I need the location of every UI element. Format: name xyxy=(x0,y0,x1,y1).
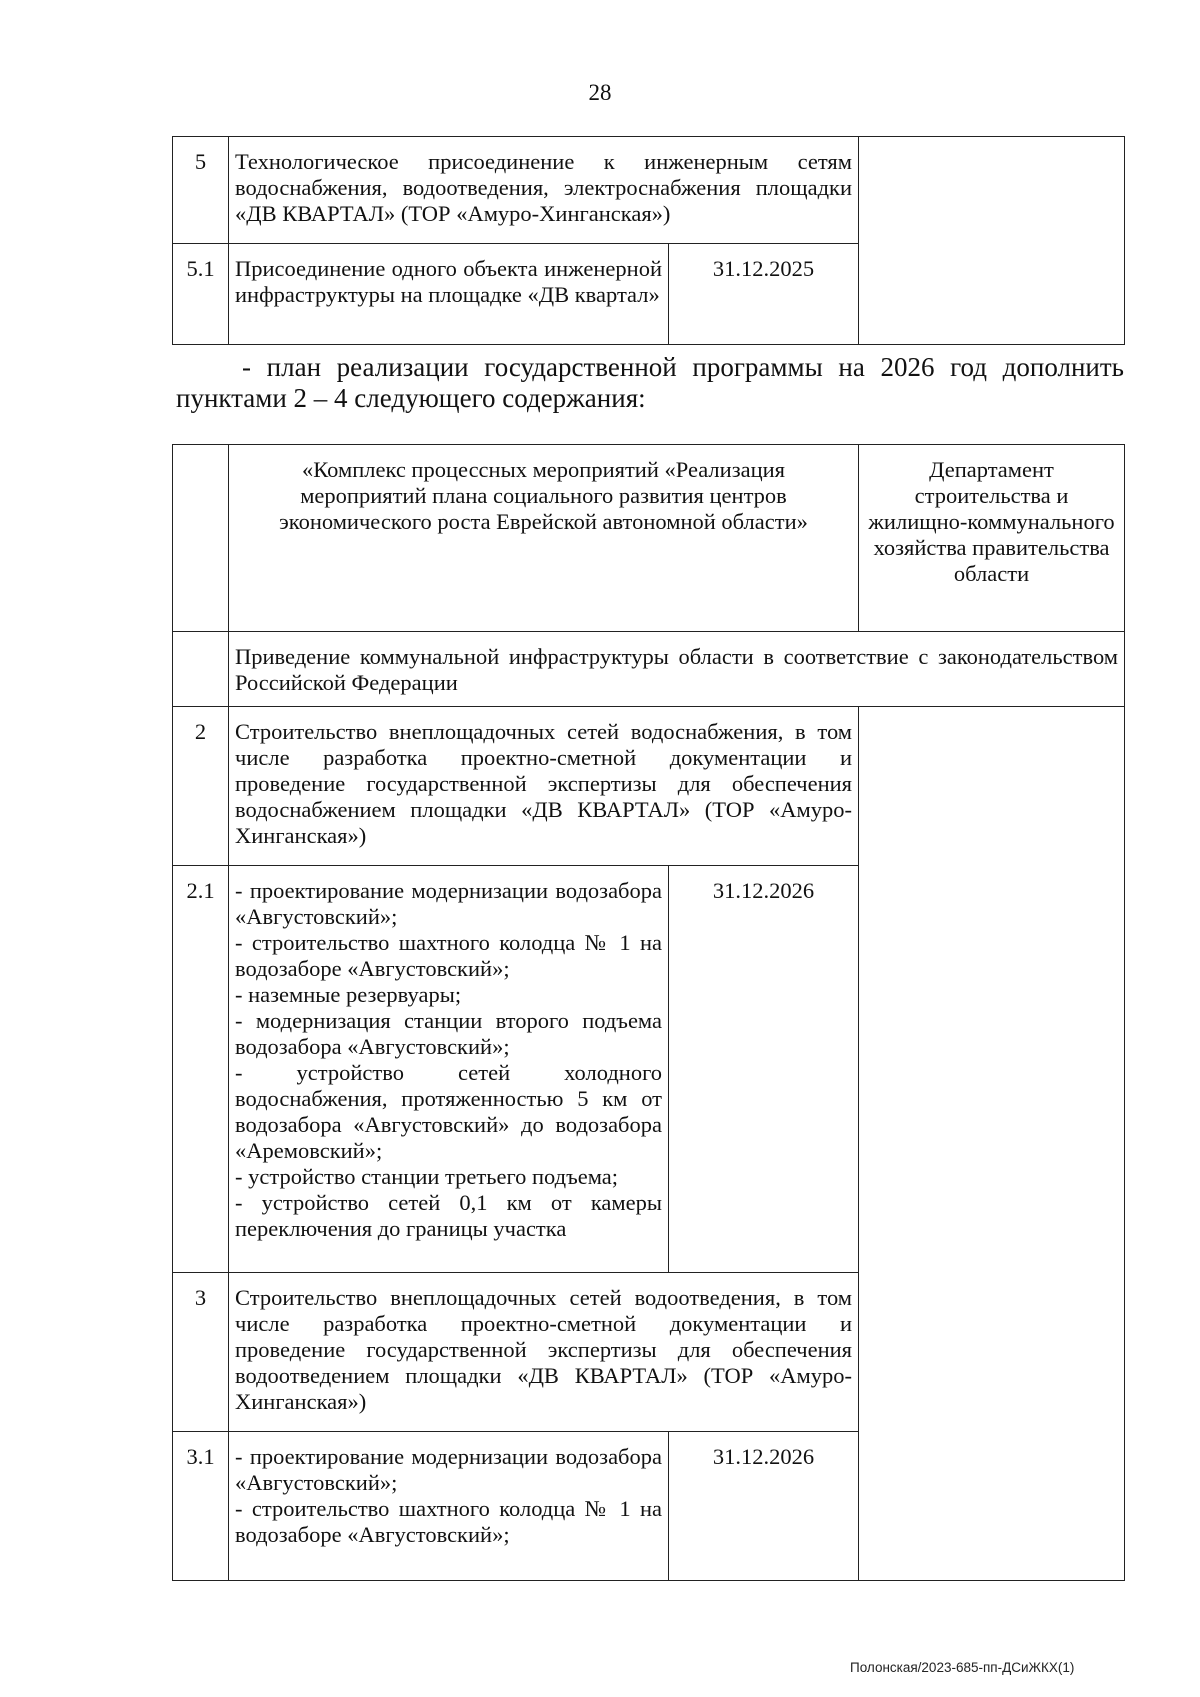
row-text: Присоединение одного объекта инженерной инфраструктуры на площадке «ДВ квартал» xyxy=(229,244,669,345)
complex-title: «Комплекс процессных мероприятий «Реализация мероприятий плана социального развития центров экономического роста Еврейской автономной области» xyxy=(229,445,859,632)
table-header-row xyxy=(173,445,1125,632)
row-date: 31.12.2026 xyxy=(669,1432,859,1581)
row-date: 31.12.2025 xyxy=(669,244,859,345)
row-text: Технологическое присоединение к инженерным сетям водоснабжения, водоотведения, электроснабжения площадки «ДВ КВАРТАЛ» (ТОР «Амуро-Хинганская») xyxy=(229,137,859,244)
empty-cell xyxy=(173,445,229,632)
list-item: - строительство шахтного колодца № 1 на водозаборе «Августовский»; xyxy=(235,930,662,981)
row-items xyxy=(229,1432,669,1581)
list-item: - проектирование модернизации водозабора «Августовский»; xyxy=(235,1444,662,1495)
row-number: 3.1 xyxy=(173,1432,229,1581)
paragraph-plan-2026 xyxy=(176,352,1124,414)
empty-cell xyxy=(173,632,229,707)
list-item: - устройство станции третьего подъема; xyxy=(235,1164,619,1189)
table-top-section-5 xyxy=(172,136,1125,345)
list-item: - наземные резервуары; xyxy=(235,982,462,1007)
table-row xyxy=(173,707,1125,866)
row-number: 5 xyxy=(173,137,229,244)
row-number: 5.1 xyxy=(173,244,229,345)
page-number: 28 xyxy=(588,80,612,105)
document-code: Полонская/2023-685-пп-ДСиЖКХ(1) xyxy=(850,1660,1075,1675)
empty-cell xyxy=(859,137,1125,345)
goal-text: Приведение коммунальной инфраструктуры области в соответствие с законодательством Российской Федерации xyxy=(229,632,1125,707)
responsible-department: Департамент строительства и жилищно-коммунального хозяйства правительства области xyxy=(859,445,1125,632)
row-text: Строительство внеплощадочных сетей водоотведения, в том числе разработка проектно-сметной документации и проведение государственной экспертизы для обеспечения водоотведением площадки «ДВ КВАРТАЛ» (ТОР «Амуро-Хинганская») xyxy=(229,1273,859,1432)
row-text: Строительство внеплощадочных сетей водоснабжения, в том числе разработка проектно-сметной документации и проведение государственной экспертизы для обеспечения водоснабжением площадки «ДВ КВАРТАЛ» (ТОР «Амуро-Хинганская») xyxy=(229,707,859,866)
table-plan-2026 xyxy=(172,444,1125,1581)
list-item: - устройство сетей холодного водоснабжения, протяженностью 5 км от водозабора «Августовский» до водозабора «Аремовский»; xyxy=(235,1060,662,1163)
list-item: - проектирование модернизации водозабора «Августовский»; xyxy=(235,878,662,929)
row-number: 2.1 xyxy=(173,866,229,1273)
list-item: - строительство шахтного колодца № 1 на водозаборе «Августовский»; xyxy=(235,1496,662,1547)
row-number: 3 xyxy=(173,1273,229,1432)
table-goal-row xyxy=(173,632,1125,707)
row-number: 2 xyxy=(173,707,229,866)
table-row xyxy=(173,137,1125,244)
paragraph-text: - план реализации государственной программы на 2026 год дополнить пунктами 2 – 4 следующего содержания: xyxy=(176,352,1124,413)
row-items xyxy=(229,866,669,1273)
row-date: 31.12.2026 xyxy=(669,866,859,1273)
list-item: - модернизация станции второго подъема водозабора «Августовский»; xyxy=(235,1008,662,1059)
empty-cell xyxy=(859,707,1125,1581)
list-item: - устройство сетей 0,1 км от камеры переключения до границы участка xyxy=(235,1190,662,1241)
